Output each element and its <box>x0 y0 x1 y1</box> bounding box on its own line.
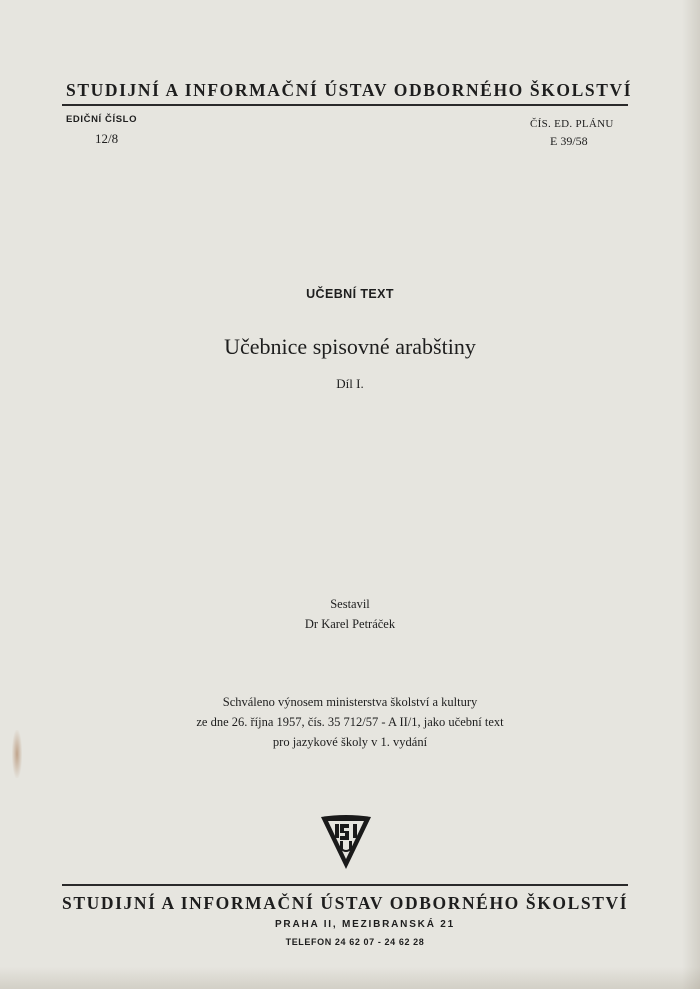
footer-institute-name: STUDIJNÍ A INFORMAČNÍ ÚSTAV ODBORNÉHO ŠKOLSTVÍ <box>62 893 629 913</box>
header-institute-name: STUDIJNÍ A INFORMAČNÍ ÚSTAV ODBORNÉHO ŠKOLSTVÍ <box>66 80 633 100</box>
document-part: Díl I. <box>336 376 364 391</box>
approval-line: ze dne 26. října 1957, čís. 35 712/57 - A II/1, jako učební text <box>196 715 504 729</box>
plan-number-value: E 39/58 <box>550 134 588 148</box>
footer-rule <box>62 884 628 886</box>
document-title: Učebnice spisovné arabštiny <box>224 334 476 359</box>
header-rule <box>62 104 628 106</box>
siu-shield-logo-icon <box>318 813 374 871</box>
paper-bottom-shadow <box>0 967 700 989</box>
footer-phone: TELEFON 24 62 07 - 24 62 28 <box>285 937 425 947</box>
approval-line: Schváleno výnosem ministerstva školství a kultury <box>222 695 478 709</box>
document-type: UČEBNÍ TEXT <box>306 287 394 301</box>
edition-number-value: 12/8 <box>95 131 119 146</box>
approval-line: pro jazykové školy v 1. vydání <box>272 735 428 749</box>
edition-number-label: EDIČNÍ ČÍSLO <box>66 114 138 125</box>
compiled-by-label: Sestavil <box>330 597 370 611</box>
paper-edge-shadow <box>682 0 700 989</box>
approval-statement <box>0 692 700 752</box>
footer-address: PRAHA II, MEZIBRANSKÁ 21 <box>274 919 456 930</box>
plan-number-label: ČÍS. ED. PLÁNU <box>530 118 614 130</box>
author-name: Dr Karel Petráček <box>304 617 396 631</box>
